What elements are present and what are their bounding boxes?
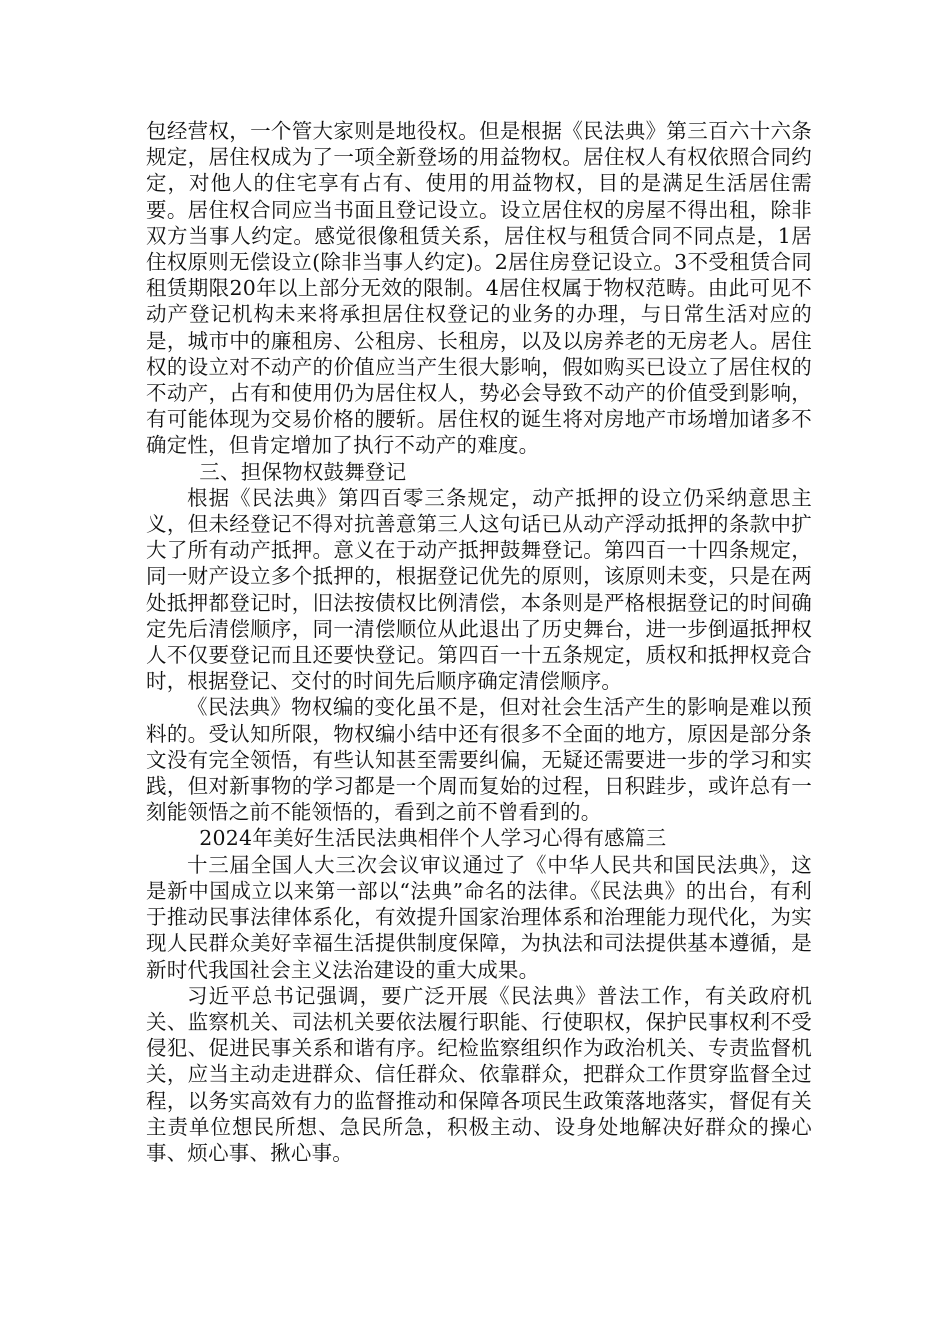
section-heading-security-rights: 三、担保物权鼓舞登记 <box>199 459 407 484</box>
paragraph-civil-code-passed: 十三届全国人大三次会议审议通过了《中华人民共和国民法典》，这是新中国成立以来第一部以“法典”命名的法律。《民法典》的出台，有利于推动民事法律体系化，有效提升国家治理体系和治理能力现代化，为实现人民群众美好幸福生活提供制度保障，为执法和司法提供基本遵循，是新时代我国社会主义法治建设的重大成果。 <box>146 852 812 982</box>
paragraph-residence-right: 包经营权，一个管大家则是地役权。但是根据《民法典》第三百六十六条规定，居住权成为了一项全新登场的用益物权。居住权人有权依照合同约定，对他人的住宅享有占有、使用的用益物权，目的是满足生活居住需要。居住权合同应当书面且登记设立。设立居住权的房屋不得出租，除非双方当事人约定。感觉很像租赁关系，居住权与租赁合同不同点是，1居住权原则无偿设立(除非当事人约定)。2居住房登记设立。3不受租赁合同租赁期限20年以上部分无效的限制。4居住权属于物权范畴。由此可见不动产登记机构未来将承担居住权登记的业务的办理，与日常生活对应的是，城市中的廉租房、公租房、长租房，以及以房养老的无房老人。居住权的设立对不动产的价值应当产生很大影响，假如购买已设立了居住权的不动产，占有和使用仍为居住权人，势必会导致不动产的价值受到影响，有可能体现为交易价格的腰斩。居住权的诞生将对房地产市场增加诸多不确定性，但肯定增加了执行不动产的难度。 <box>146 119 812 458</box>
document-body <box>146 118 812 1166</box>
paragraph-mortgage-registration: 根据《民法典》第四百零三条规定，动产抵押的设立仍采纳意思主义，但未经登记不得对抗善意第三人这句话已从动产浮动抵押的条款中扩大了所有动产抵押。意义在于动产抵押鼓舞登记。第四百一十四条规定，同一财产设立多个抵押的，根据登记优先的原则，该原则未变，只是在两处抵押都登记时，旧法按债权比例清偿，本条则是严格根据登记的时间确定先后清偿顺序，同一清偿顺位从此退出了历史舞台，进一步倒逼抵押权人不仅要登记而且还要快登记。第四百一十五条规定，质权和抵押权竞合时，根据登记、交付的时间先后顺序确定清偿顺序。 <box>146 485 812 694</box>
article-title-part-three: 2024年美好生活民法典相伴个人学习心得有感篇三 <box>199 826 667 851</box>
paragraph-supervision-work: 习近平总书记强调，要广泛开展《民法典》普法工作，有关政府机关、监察机关、司法机关要依法履行职能、行使职权，保护民事权利不受侵犯、促进民事关系和谐有序。纪检监察组织作为政治机关、专责监督机关，应当主动走进群众、信任群众、依靠群众，把群众工作贯穿监督全过程，以务实高效有力的监督推动和保障各项民生政策落地落实，督促有关主责单位想民所想、急民所急，积极主动、设身处地解决好群众的操心事、烦心事、揪心事。 <box>146 983 812 1165</box>
paragraph-property-summary: 《民法典》物权编的变化虽不是，但对社会生活产生的影响是难以预料的。受认知所限，物权编小结中还有很多不全面的地方，原因是部分条文没有完全领悟，有些认知甚至需要纠偏，无疑还需要进一步的学习和实践，但对新事物的学习都是一个周而复始的过程，日积跬步，或许总有一刻能领悟之前不能领悟的，看到之前不曾看到的。 <box>146 695 812 825</box>
